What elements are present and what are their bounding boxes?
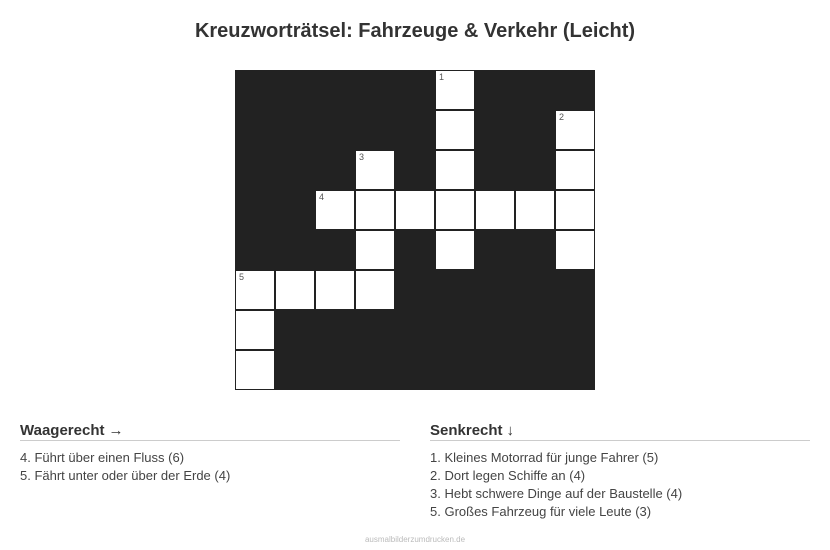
crossword-cell[interactable] bbox=[355, 230, 395, 270]
across-heading-label: Waagerecht bbox=[20, 422, 105, 439]
crossword-cell[interactable] bbox=[515, 190, 555, 230]
crossword-cell[interactable] bbox=[435, 150, 475, 190]
down-heading bbox=[430, 422, 810, 441]
down-clue-list bbox=[430, 449, 810, 521]
crossword-cell[interactable] bbox=[555, 150, 595, 190]
clue-number: 5 bbox=[239, 272, 245, 282]
crossword-cell[interactable] bbox=[555, 190, 595, 230]
down-clue: 2. Dort legen Schiffe an (4) bbox=[430, 468, 586, 483]
footer-watermark: ausmalbilderzumdrucken.de bbox=[364, 535, 466, 544]
crossword-cell[interactable] bbox=[355, 270, 395, 310]
crossword-cell[interactable] bbox=[235, 270, 275, 310]
crossword-cell[interactable] bbox=[555, 230, 595, 270]
down-clue: 5. Großes Fahrzeug für viele Leute (3) bbox=[430, 504, 652, 519]
right-arrow-icon: → bbox=[108, 422, 124, 439]
across-clues bbox=[20, 422, 400, 485]
crossword-cell[interactable] bbox=[475, 190, 515, 230]
clue-number: 2 bbox=[559, 112, 565, 122]
down-clue: 1. Kleines Motorrad für junge Fahrer (5) bbox=[430, 450, 659, 465]
crossword-cell[interactable] bbox=[435, 110, 475, 150]
clue-number: 1 bbox=[439, 72, 445, 82]
crossword-cell[interactable] bbox=[395, 190, 435, 230]
crossword-cell[interactable] bbox=[315, 270, 355, 310]
down-clue: 3. Hebt schwere Dinge auf der Baustelle (4) bbox=[430, 486, 683, 501]
crossword-cell[interactable] bbox=[435, 190, 475, 230]
crossword-cell[interactable] bbox=[235, 350, 275, 390]
down-clues bbox=[430, 422, 810, 521]
down-heading-label: Senkrecht bbox=[430, 422, 503, 439]
crossword-cell[interactable] bbox=[435, 70, 475, 110]
crossword-cell[interactable] bbox=[555, 110, 595, 150]
clue-number: 3 bbox=[359, 152, 365, 162]
crossword-grid bbox=[235, 70, 595, 390]
crossword-cell[interactable] bbox=[355, 190, 395, 230]
crossword-cell[interactable] bbox=[315, 190, 355, 230]
across-clue: 4. Führt über einen Fluss (6) bbox=[20, 450, 185, 465]
crossword-cell[interactable] bbox=[435, 230, 475, 270]
page-title: Kreuzworträtsel: Fahrzeuge & Verkehr (Leicht) bbox=[194, 20, 636, 42]
down-arrow-icon: ↓ bbox=[506, 422, 515, 439]
across-clue: 5. Fährt unter oder über der Erde (4) bbox=[20, 468, 231, 483]
across-clue-list bbox=[20, 449, 400, 485]
clue-number: 4 bbox=[319, 192, 325, 202]
across-heading bbox=[20, 422, 400, 441]
crossword-cell[interactable] bbox=[275, 270, 315, 310]
crossword-cell[interactable] bbox=[355, 150, 395, 190]
crossword-cell[interactable] bbox=[235, 310, 275, 350]
